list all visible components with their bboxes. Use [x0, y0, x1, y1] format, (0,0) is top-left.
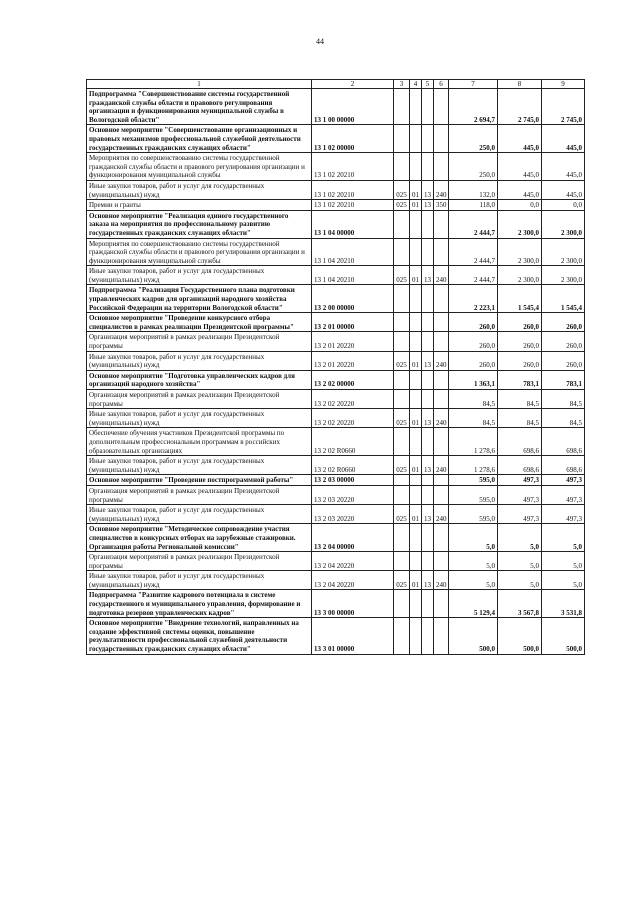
table-row — [87, 618, 585, 654]
header-row — [87, 80, 585, 89]
row-code-3-cell: 025 — [394, 505, 410, 524]
row-code-5-cell — [422, 238, 434, 266]
row-code-cell: 13 1 04 00000 — [312, 210, 394, 238]
row-code-4-cell — [410, 590, 422, 618]
row-code-3-cell: 025 — [394, 180, 410, 199]
row-value-7-cell: 5,0 — [449, 524, 498, 552]
row-code-6-cell — [434, 313, 449, 332]
row-code-cell: 13 2 03 20220 — [312, 505, 394, 524]
row-code-cell: 13 1 02 20210 — [312, 200, 394, 211]
row-code-4-cell — [410, 485, 422, 504]
row-name-cell: Мероприятия по совершенствованию системы государственной гражданской службы области и правового регулирования организации и функционирования муниципальной службы — [87, 153, 312, 181]
row-name-cell: Иные закупки товаров, работ и услуг для государственных (муниципальных) нужд — [87, 571, 312, 590]
row-value-9-cell: 84,5 — [542, 390, 585, 409]
row-code-4-cell — [410, 524, 422, 552]
row-code-cell: 13 2 03 00000 — [312, 475, 394, 486]
row-value-9-cell: 5,0 — [542, 524, 585, 552]
table-row — [87, 590, 585, 618]
row-value-8-cell: 0,0 — [498, 200, 542, 211]
header-cell-4: 4 — [410, 80, 422, 89]
row-value-9-cell: 783,1 — [542, 370, 585, 389]
row-value-7-cell: 84,5 — [449, 390, 498, 409]
row-code-cell: 13 3 01 00000 — [312, 618, 394, 654]
table-row — [87, 505, 585, 524]
row-code-3-cell — [394, 485, 410, 504]
row-value-7-cell: 595,0 — [449, 505, 498, 524]
row-code-6-cell: 350 — [434, 200, 449, 211]
row-code-5-cell — [422, 428, 434, 456]
row-code-4-cell: 01 — [410, 200, 422, 211]
row-code-4-cell — [410, 153, 422, 181]
table-row — [87, 332, 585, 351]
row-code-cell: 13 3 00 00000 — [312, 590, 394, 618]
row-code-5-cell — [422, 618, 434, 654]
row-value-7-cell: 260,0 — [449, 313, 498, 332]
row-value-8-cell: 1 545,4 — [498, 285, 542, 313]
row-value-7-cell: 1 363,1 — [449, 370, 498, 389]
row-name-cell: Основное мероприятие "Проведение постпрограммной работы" — [87, 475, 312, 486]
row-code-cell: 13 2 02 20220 — [312, 390, 394, 409]
row-code-5-cell — [422, 475, 434, 486]
row-code-cell: 13 1 00 00000 — [312, 89, 394, 125]
row-value-9-cell: 260,0 — [542, 332, 585, 351]
row-code-4-cell — [410, 475, 422, 486]
row-code-3-cell: 025 — [394, 409, 410, 428]
row-code-3-cell: 025 — [394, 266, 410, 285]
row-code-6-cell: 240 — [434, 456, 449, 475]
row-code-5-cell — [422, 332, 434, 351]
table-row — [87, 200, 585, 211]
row-code-6-cell — [434, 153, 449, 181]
row-value-8-cell: 260,0 — [498, 351, 542, 370]
row-value-8-cell: 260,0 — [498, 313, 542, 332]
page-number: 44 — [316, 37, 324, 46]
row-value-8-cell: 497,3 — [498, 485, 542, 504]
row-value-9-cell: 3 531,8 — [542, 590, 585, 618]
row-value-9-cell: 2 300,0 — [542, 210, 585, 238]
table-row — [87, 552, 585, 571]
row-code-3-cell: 025 — [394, 571, 410, 590]
row-code-3-cell — [394, 285, 410, 313]
table-row — [87, 485, 585, 504]
table-row — [87, 313, 585, 332]
row-name-cell: Иные закупки товаров, работ и услуг для государственных (муниципальных) нужд — [87, 505, 312, 524]
row-value-7-cell: 5 129,4 — [449, 590, 498, 618]
row-name-cell: Организация мероприятий в рамках реализации Президентской программы — [87, 485, 312, 504]
row-code-5-cell — [422, 89, 434, 125]
row-value-8-cell: 84,5 — [498, 409, 542, 428]
row-name-cell: Иные закупки товаров, работ и услуг для государственных (муниципальных) нужд — [87, 409, 312, 428]
row-code-cell: 13 2 02 20220 — [312, 409, 394, 428]
row-value-7-cell: 260,0 — [449, 332, 498, 351]
row-value-8-cell: 84,5 — [498, 390, 542, 409]
row-code-6-cell — [434, 332, 449, 351]
row-code-3-cell — [394, 210, 410, 238]
row-code-3-cell — [394, 552, 410, 571]
row-code-4-cell: 01 — [410, 351, 422, 370]
row-code-3-cell — [394, 238, 410, 266]
row-value-9-cell: 5,0 — [542, 571, 585, 590]
row-code-4-cell: 01 — [410, 180, 422, 199]
table-row — [87, 370, 585, 389]
row-name-cell: Иные закупки товаров, работ и услуг для государственных (муниципальных) нужд — [87, 456, 312, 475]
row-code-3-cell — [394, 89, 410, 125]
row-value-7-cell: 118,0 — [449, 200, 498, 211]
row-value-8-cell: 2 745,0 — [498, 89, 542, 125]
row-code-5-cell — [422, 125, 434, 153]
row-code-cell: 13 2 02 R0660 — [312, 456, 394, 475]
row-name-cell: Организация мероприятий в рамках реализации Президентской программы — [87, 332, 312, 351]
row-value-9-cell: 445,0 — [542, 180, 585, 199]
row-code-6-cell: 240 — [434, 409, 449, 428]
table-row — [87, 180, 585, 199]
row-code-4-cell — [410, 89, 422, 125]
table-row — [87, 238, 585, 266]
row-code-5-cell: 13 — [422, 266, 434, 285]
row-name-cell: Подпрограмма "Совершенствование системы государственной гражданской службы области и правового регулирования организации и функционирования муниципальной службы в Вологодской области" — [87, 89, 312, 125]
row-code-5-cell — [422, 370, 434, 389]
row-value-8-cell: 698,6 — [498, 428, 542, 456]
row-value-7-cell: 260,0 — [449, 351, 498, 370]
row-value-9-cell: 5,0 — [542, 552, 585, 571]
row-value-7-cell: 1 278,6 — [449, 428, 498, 456]
row-value-9-cell: 445,0 — [542, 153, 585, 181]
row-code-4-cell — [410, 618, 422, 654]
table-row — [87, 153, 585, 181]
row-value-7-cell: 500,0 — [449, 618, 498, 654]
row-code-6-cell — [434, 618, 449, 654]
row-code-6-cell — [434, 238, 449, 266]
row-value-8-cell: 500,0 — [498, 618, 542, 654]
row-code-5-cell: 13 — [422, 180, 434, 199]
row-code-cell: 13 2 04 20220 — [312, 571, 394, 590]
header-cell-9: 9 — [542, 80, 585, 89]
row-code-6-cell — [434, 390, 449, 409]
row-code-4-cell: 01 — [410, 571, 422, 590]
row-name-cell: Мероприятия по совершенствованию системы государственной гражданской службы области и правового регулирования организации и функционирования муниципальной службы — [87, 238, 312, 266]
table-row — [87, 524, 585, 552]
table-row — [87, 89, 585, 125]
row-value-7-cell: 2 444,7 — [449, 210, 498, 238]
budget-table — [86, 79, 585, 655]
row-code-6-cell — [434, 285, 449, 313]
row-code-3-cell — [394, 590, 410, 618]
row-value-7-cell: 5,0 — [449, 571, 498, 590]
row-code-3-cell — [394, 313, 410, 332]
table-row — [87, 266, 585, 285]
row-value-7-cell: 2 694,7 — [449, 89, 498, 125]
row-value-8-cell: 445,0 — [498, 125, 542, 153]
row-name-cell: Основное мероприятие "Методическое сопровождение участия специалистов в конкурсных отборах на зарубежные стажировки. Организация работы Региональной комиссии" — [87, 524, 312, 552]
row-value-7-cell: 250,0 — [449, 153, 498, 181]
row-code-4-cell — [410, 390, 422, 409]
row-code-5-cell: 13 — [422, 409, 434, 428]
row-name-cell: Основное мероприятие "Совершенствование организационных и правовых механизмов профессиональной служебной деятельности государственных гражданских служащих области" — [87, 125, 312, 153]
row-code-cell: 13 2 01 20220 — [312, 332, 394, 351]
row-code-6-cell — [434, 370, 449, 389]
row-value-9-cell: 445,0 — [542, 125, 585, 153]
row-name-cell: Иные закупки товаров, работ и услуг для государственных (муниципальных) нужд — [87, 180, 312, 199]
row-code-4-cell: 01 — [410, 456, 422, 475]
row-value-7-cell: 132,0 — [449, 180, 498, 199]
row-value-8-cell: 2 300,0 — [498, 266, 542, 285]
row-code-cell: 13 1 04 20210 — [312, 238, 394, 266]
row-value-9-cell: 0,0 — [542, 200, 585, 211]
table-row — [87, 409, 585, 428]
row-code-cell: 13 1 02 20210 — [312, 180, 394, 199]
row-code-5-cell — [422, 590, 434, 618]
table-row — [87, 475, 585, 486]
row-name-cell: Иные закупки товаров, работ и услуг для государственных (муниципальных) нужд — [87, 266, 312, 285]
row-value-9-cell: 2 300,0 — [542, 238, 585, 266]
row-code-6-cell — [434, 485, 449, 504]
header-cell-6: 6 — [434, 80, 449, 89]
row-name-cell: Обеспечение обучения участников Президентской программы по дополнительным профессиональным программам в российских образовательных организациях — [87, 428, 312, 456]
table-row — [87, 351, 585, 370]
row-code-6-cell — [434, 428, 449, 456]
header-cell-3: 3 — [394, 80, 410, 89]
header-cell-5: 5 — [422, 80, 434, 89]
row-code-cell: 13 2 02 00000 — [312, 370, 394, 389]
row-code-6-cell — [434, 125, 449, 153]
header-cell-1: 1 — [87, 80, 312, 89]
row-value-9-cell: 260,0 — [542, 313, 585, 332]
row-code-5-cell — [422, 524, 434, 552]
row-code-5-cell — [422, 552, 434, 571]
table-row — [87, 571, 585, 590]
row-code-3-cell — [394, 524, 410, 552]
row-value-8-cell: 5,0 — [498, 524, 542, 552]
row-code-4-cell: 01 — [410, 505, 422, 524]
row-code-3-cell: 025 — [394, 456, 410, 475]
row-name-cell: Основное мероприятие "Реализация единого государственного заказа на мероприятия по профессиональному развитию государственных гражданских служащих области" — [87, 210, 312, 238]
row-value-8-cell: 497,3 — [498, 475, 542, 486]
row-code-3-cell — [394, 125, 410, 153]
row-code-3-cell — [394, 153, 410, 181]
row-value-9-cell: 260,0 — [542, 351, 585, 370]
row-code-4-cell — [410, 332, 422, 351]
row-code-4-cell — [410, 552, 422, 571]
row-code-4-cell — [410, 313, 422, 332]
row-value-9-cell: 500,0 — [542, 618, 585, 654]
row-code-cell: 13 1 04 20210 — [312, 266, 394, 285]
row-code-5-cell: 13 — [422, 571, 434, 590]
row-code-cell: 13 2 04 20220 — [312, 552, 394, 571]
table-row — [87, 285, 585, 313]
row-code-cell: 13 2 04 00000 — [312, 524, 394, 552]
row-code-4-cell — [410, 125, 422, 153]
row-code-5-cell: 13 — [422, 200, 434, 211]
row-code-3-cell — [394, 618, 410, 654]
table-row — [87, 456, 585, 475]
row-value-8-cell: 2 300,0 — [498, 210, 542, 238]
row-value-7-cell: 2 223,1 — [449, 285, 498, 313]
row-code-cell: 13 2 01 20220 — [312, 351, 394, 370]
row-code-3-cell — [394, 332, 410, 351]
row-name-cell: Подпрограмма "Развитие кадрового потенциала в системе государственного и муниципального управления, формирование и подготовка резервов управленческих кадров" — [87, 590, 312, 618]
row-code-4-cell: 01 — [410, 409, 422, 428]
table-row — [87, 428, 585, 456]
row-code-5-cell — [422, 210, 434, 238]
row-name-cell: Организация мероприятий в рамках реализации Президентской программы — [87, 552, 312, 571]
row-value-7-cell: 5,0 — [449, 552, 498, 571]
row-code-5-cell — [422, 285, 434, 313]
row-value-8-cell: 497,3 — [498, 505, 542, 524]
row-value-8-cell: 3 567,8 — [498, 590, 542, 618]
row-code-5-cell — [422, 485, 434, 504]
row-value-7-cell: 1 278,6 — [449, 456, 498, 475]
row-code-4-cell — [410, 285, 422, 313]
row-code-cell: 13 2 00 00000 — [312, 285, 394, 313]
row-value-9-cell: 497,3 — [542, 475, 585, 486]
row-value-9-cell: 2 300,0 — [542, 266, 585, 285]
header-cell-2: 2 — [312, 80, 394, 89]
row-code-cell: 13 2 01 00000 — [312, 313, 394, 332]
row-code-6-cell — [434, 210, 449, 238]
row-code-5-cell — [422, 313, 434, 332]
row-code-6-cell: 240 — [434, 505, 449, 524]
row-value-8-cell: 5,0 — [498, 571, 542, 590]
row-code-cell: 13 1 02 00000 — [312, 125, 394, 153]
header-cell-8: 8 — [498, 80, 542, 89]
header-cell-7: 7 — [449, 80, 498, 89]
row-code-3-cell: 025 — [394, 351, 410, 370]
row-value-8-cell: 445,0 — [498, 153, 542, 181]
row-name-cell: Премии и гранты — [87, 200, 312, 211]
row-value-8-cell: 445,0 — [498, 180, 542, 199]
table-body — [87, 80, 585, 655]
row-code-4-cell — [410, 370, 422, 389]
row-name-cell: Организация мероприятий в рамках реализации Президентской программы — [87, 390, 312, 409]
row-value-9-cell: 497,3 — [542, 505, 585, 524]
row-code-5-cell: 13 — [422, 351, 434, 370]
row-value-7-cell: 2 444,7 — [449, 238, 498, 266]
row-value-9-cell: 698,6 — [542, 456, 585, 475]
row-name-cell: Основное мероприятие "Внедрение технологий, направленных на создание эффективной системы оценки, повышение результативности профессиональной служебной деятельности государственных гражданских служащих области" — [87, 618, 312, 654]
row-value-9-cell: 1 545,4 — [542, 285, 585, 313]
row-code-4-cell — [410, 428, 422, 456]
row-name-cell: Иные закупки товаров, работ и услуг для государственных (муниципальных) нужд — [87, 351, 312, 370]
row-value-8-cell: 698,6 — [498, 456, 542, 475]
row-code-6-cell — [434, 524, 449, 552]
table-row — [87, 125, 585, 153]
row-code-5-cell: 13 — [422, 456, 434, 475]
row-code-4-cell — [410, 210, 422, 238]
row-code-cell: 13 2 03 20220 — [312, 485, 394, 504]
row-code-cell: 13 2 02 R0660 — [312, 428, 394, 456]
row-code-5-cell: 13 — [422, 505, 434, 524]
row-code-4-cell: 01 — [410, 266, 422, 285]
row-name-cell: Основное мероприятие "Подготовка управленческих кадров для организаций народного хозяйства" — [87, 370, 312, 389]
row-value-8-cell: 783,1 — [498, 370, 542, 389]
row-value-7-cell: 595,0 — [449, 475, 498, 486]
row-code-6-cell — [434, 89, 449, 125]
row-code-4-cell — [410, 238, 422, 266]
row-code-6-cell: 240 — [434, 351, 449, 370]
table-row — [87, 390, 585, 409]
row-value-9-cell: 84,5 — [542, 409, 585, 428]
row-value-8-cell: 260,0 — [498, 332, 542, 351]
row-code-3-cell: 025 — [394, 200, 410, 211]
row-code-6-cell: 240 — [434, 571, 449, 590]
row-value-7-cell: 595,0 — [449, 485, 498, 504]
row-name-cell: Основное мероприятие "Проведение конкурсного отбора специалистов в рамках реализации Президентской программы" — [87, 313, 312, 332]
row-code-3-cell — [394, 475, 410, 486]
row-code-cell: 13 1 02 20210 — [312, 153, 394, 181]
row-code-6-cell — [434, 590, 449, 618]
row-code-6-cell: 240 — [434, 180, 449, 199]
row-code-3-cell — [394, 370, 410, 389]
row-value-9-cell: 698,6 — [542, 428, 585, 456]
row-code-5-cell — [422, 153, 434, 181]
row-value-8-cell: 2 300,0 — [498, 238, 542, 266]
row-code-3-cell — [394, 390, 410, 409]
row-code-5-cell — [422, 390, 434, 409]
row-value-7-cell: 2 444,7 — [449, 266, 498, 285]
row-value-7-cell: 250,0 — [449, 125, 498, 153]
row-code-6-cell — [434, 475, 449, 486]
row-value-9-cell: 2 745,0 — [542, 89, 585, 125]
row-value-7-cell: 84,5 — [449, 409, 498, 428]
table-row — [87, 210, 585, 238]
row-code-6-cell: 240 — [434, 266, 449, 285]
row-value-9-cell: 497,3 — [542, 485, 585, 504]
row-code-6-cell — [434, 552, 449, 571]
row-name-cell: Подпрограмма "Реализация Государственного плана подготовки управленческих кадров для организаций народного хозяйства Российской Федерации на территории Вологодской области" — [87, 285, 312, 313]
row-value-8-cell: 5,0 — [498, 552, 542, 571]
row-code-3-cell — [394, 428, 410, 456]
